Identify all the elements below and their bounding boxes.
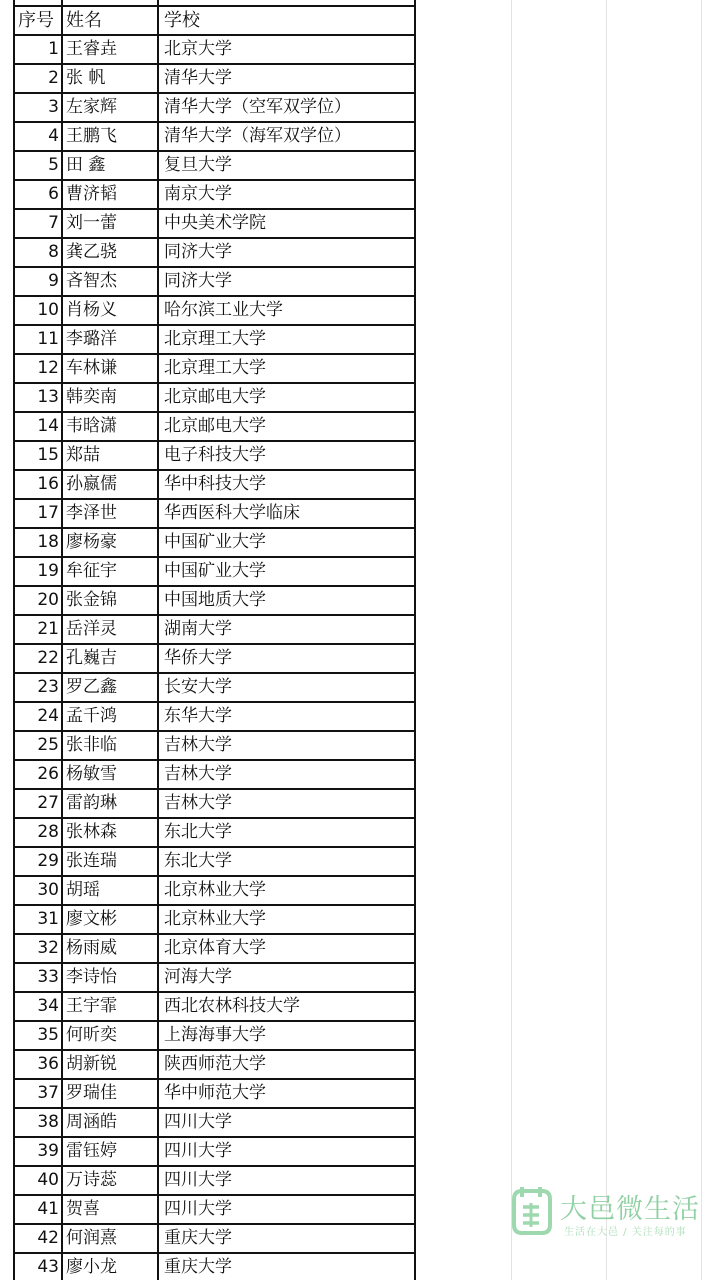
- row-index-cell: 36: [37, 1054, 59, 1074]
- row-school-cell: 华侨大学: [164, 648, 232, 668]
- row-school-cell: 北京邮电大学: [164, 416, 266, 436]
- row-school-cell: 清华大学: [164, 68, 232, 88]
- row-index-cell: 39: [37, 1141, 59, 1161]
- row-school-cell: 上海海事大学: [164, 1025, 266, 1045]
- row-school-cell: 东北大学: [164, 822, 232, 842]
- row-name-cell: 周涵皓: [66, 1112, 117, 1132]
- row-index-cell: 22: [37, 648, 59, 668]
- row-school-cell: 复旦大学: [164, 155, 232, 175]
- row-index-cell: 2: [48, 68, 59, 88]
- row-index-cell: 16: [37, 474, 59, 494]
- row-school-cell: 中国矿业大学: [164, 532, 266, 552]
- row-index-cell: 29: [37, 851, 59, 871]
- watermark: [506, 1183, 716, 1245]
- row-school-cell: 重庆大学: [164, 1228, 232, 1248]
- row-school-cell: 中央美术学院: [164, 213, 266, 233]
- row-name-cell: 张非临: [66, 735, 117, 755]
- row-school-cell: 同济大学: [164, 271, 232, 291]
- row-school-cell: 中国矿业大学: [164, 561, 266, 581]
- row-index-cell: 20: [37, 590, 59, 610]
- row-school-cell: 北京大学: [164, 39, 232, 59]
- row-name-cell: 李诗怡: [66, 967, 117, 987]
- row-index-cell: 10: [37, 300, 59, 320]
- row-index-cell: 42: [37, 1228, 59, 1248]
- row-name-cell: 刘一蕾: [66, 213, 117, 233]
- row-school-cell: 中国地质大学: [164, 590, 266, 610]
- row-index-cell: 23: [37, 677, 59, 697]
- row-name-cell: 罗瑞佳: [66, 1083, 117, 1103]
- header-name: 姓名: [66, 10, 102, 31]
- row-name-cell: 张金锦: [66, 590, 117, 610]
- row-school-cell: 长安大学: [164, 677, 232, 697]
- row-school-cell: 哈尔滨工业大学: [164, 300, 283, 320]
- row-index-cell: 35: [37, 1025, 59, 1045]
- row-school-cell: 四川大学: [164, 1170, 232, 1190]
- row-index-cell: 24: [37, 706, 59, 726]
- row-school-cell: 湖南大学: [164, 619, 232, 639]
- row-index-cell: 21: [37, 619, 59, 639]
- row-name-cell: 何昕奕: [66, 1025, 117, 1045]
- row-school-cell: 西北农林科技大学: [164, 996, 300, 1016]
- row-school-cell: 东华大学: [164, 706, 232, 726]
- row-school-cell: 陕西师范大学: [164, 1054, 266, 1074]
- row-school-cell: 北京林业大学: [164, 880, 266, 900]
- row-name-cell: 牟征宇: [66, 561, 117, 581]
- row-school-cell: 北京邮电大学: [164, 387, 266, 407]
- row-school-cell: 华西医科大学临床: [164, 503, 300, 523]
- watermark-subtitle: 生活在大邑 / 关注每的事: [564, 1227, 687, 1238]
- row-name-cell: 廖小龙: [66, 1257, 117, 1277]
- row-index-cell: 19: [37, 561, 59, 581]
- row-school-cell: 华中科技大学: [164, 474, 266, 494]
- row-name-cell: 胡瑶: [66, 880, 100, 900]
- row-index-cell: 17: [37, 503, 59, 523]
- row-name-cell: 廖杨豪: [66, 532, 117, 552]
- row-name-cell: 左家辉: [66, 97, 117, 117]
- row-school-cell: 北京理工大学: [164, 358, 266, 378]
- row-name-cell: 罗乙鑫: [66, 677, 117, 697]
- row-school-cell: 吉林大学: [164, 764, 232, 784]
- row-school-cell: 四川大学: [164, 1199, 232, 1219]
- row-school-cell: 清华大学（海军双学位）: [164, 126, 351, 146]
- row-name-cell: 郑喆: [66, 445, 100, 465]
- row-index-cell: 40: [37, 1170, 59, 1190]
- row-index-cell: 13: [37, 387, 59, 407]
- row-name-cell: 岳洋灵: [66, 619, 117, 639]
- row-name-cell: 孔巍吉: [66, 648, 117, 668]
- row-name-cell: 廖文彬: [66, 909, 117, 929]
- row-name-cell: 杨敏雪: [66, 764, 117, 784]
- row-name-cell: 孙嬴儒: [66, 474, 117, 494]
- header-school: 学校: [164, 10, 200, 31]
- row-name-cell: 张连瑞: [66, 851, 117, 871]
- row-index-cell: 25: [37, 735, 59, 755]
- row-index-cell: 32: [37, 938, 59, 958]
- row-index-cell: 27: [37, 793, 59, 813]
- row-school-cell: 重庆大学: [164, 1257, 232, 1277]
- row-name-cell: 王宇霏: [66, 996, 117, 1016]
- row-name-cell: 张 帆: [66, 68, 106, 88]
- row-name-cell: 韦晗潇: [66, 416, 117, 436]
- row-name-cell: 雷钰婷: [66, 1141, 117, 1161]
- row-name-cell: 孟千鸿: [66, 706, 117, 726]
- row-school-cell: 四川大学: [164, 1141, 232, 1161]
- row-index-cell: 37: [37, 1083, 59, 1103]
- row-name-cell: 肖杨义: [66, 300, 117, 320]
- row-school-cell: 北京理工大学: [164, 329, 266, 349]
- row-school-cell: 北京体育大学: [164, 938, 266, 958]
- row-school-cell: 同济大学: [164, 242, 232, 262]
- row-school-cell: 吉林大学: [164, 793, 232, 813]
- row-index-cell: 3: [48, 97, 59, 117]
- watermark-title: 大邑微生活: [560, 1194, 700, 1225]
- row-index-cell: 26: [37, 764, 59, 784]
- row-index-cell: 14: [37, 416, 59, 436]
- row-school-cell: 吉林大学: [164, 735, 232, 755]
- row-index-cell: 6: [48, 184, 59, 204]
- row-name-cell: 李璐洋: [66, 329, 117, 349]
- row-school-cell: 四川大学: [164, 1112, 232, 1132]
- row-name-cell: 贺喜: [66, 1199, 100, 1219]
- row-index-cell: 28: [37, 822, 59, 842]
- row-index-cell: 4: [48, 126, 59, 146]
- row-school-cell: 河海大学: [164, 967, 232, 987]
- row-school-cell: 电子科技大学: [164, 445, 266, 465]
- row-name-cell: 杨雨威: [66, 938, 117, 958]
- row-school-cell: 东北大学: [164, 851, 232, 871]
- row-index-cell: 15: [37, 445, 59, 465]
- row-name-cell: 田 鑫: [66, 155, 106, 175]
- row-index-cell: 7: [48, 213, 59, 233]
- row-index-cell: 31: [37, 909, 59, 929]
- row-index-cell: 8: [48, 242, 59, 262]
- row-index-cell: 38: [37, 1112, 59, 1132]
- row-school-cell: 华中师范大学: [164, 1083, 266, 1103]
- row-index-cell: 34: [37, 996, 59, 1016]
- row-name-cell: 雷韵琳: [66, 793, 117, 813]
- row-school-cell: 清华大学（空军双学位）: [164, 97, 351, 117]
- row-name-cell: 何润熹: [66, 1228, 117, 1248]
- row-name-cell: 龚乙骁: [66, 242, 117, 262]
- row-name-cell: 王睿垚: [66, 39, 117, 59]
- row-name-cell: 韩奕南: [66, 387, 117, 407]
- row-index-cell: 11: [37, 329, 59, 349]
- row-name-cell: 吝智杰: [66, 271, 117, 291]
- row-school-cell: 南京大学: [164, 184, 232, 204]
- row-name-cell: 王鹏飞: [66, 126, 117, 146]
- row-name-cell: 胡新锐: [66, 1054, 117, 1074]
- row-name-cell: 曹济韬: [66, 184, 117, 204]
- row-index-cell: 41: [37, 1199, 59, 1219]
- row-index-cell: 1: [48, 39, 59, 59]
- row-index-cell: 12: [37, 358, 59, 378]
- row-name-cell: 车林谦: [66, 358, 117, 378]
- row-name-cell: 万诗蕊: [66, 1170, 117, 1190]
- row-index-cell: 30: [37, 880, 59, 900]
- row-index-cell: 43: [37, 1257, 59, 1277]
- row-index-cell: 33: [37, 967, 59, 987]
- row-index-cell: 9: [48, 271, 59, 291]
- header-index: 序号: [18, 10, 54, 31]
- row-name-cell: 李泽世: [66, 503, 117, 523]
- watermark-logo-icon: [506, 1185, 556, 1237]
- row-school-cell: 北京林业大学: [164, 909, 266, 929]
- row-index-cell: 5: [48, 155, 59, 175]
- row-index-cell: 18: [37, 532, 59, 552]
- row-name-cell: 张林森: [66, 822, 117, 842]
